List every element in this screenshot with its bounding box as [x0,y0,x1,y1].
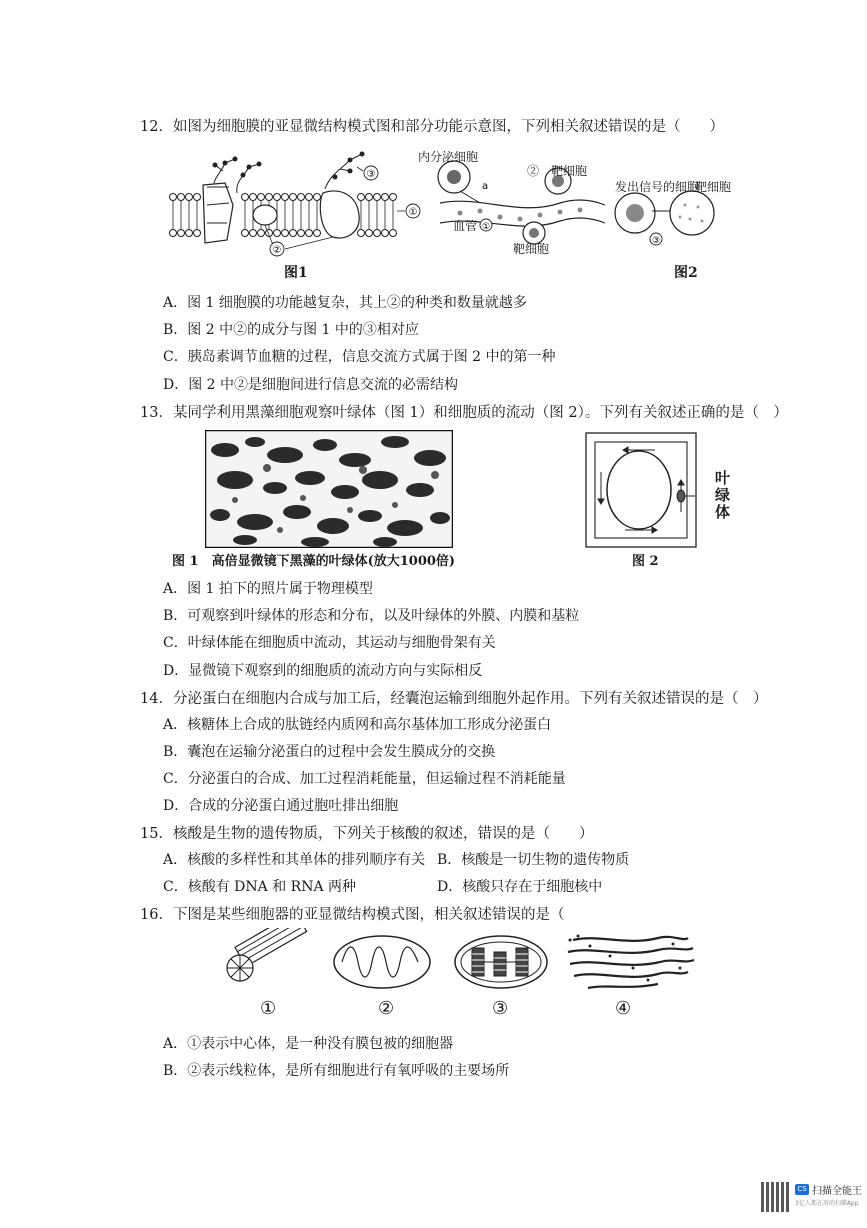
organelles-diagram [218,928,698,998]
fig1-label-2: ② [272,245,282,256]
q13-fig1-caption: 图 1 高倍显微镜下黑藻的叶绿体(放大1000倍) [172,554,456,569]
fig2-target-bottom-label: 靶细胞 [513,242,550,256]
fig1-label-1: ① [408,207,418,218]
fig2-label-3: ③ [651,236,661,246]
q15-option-c: C．核酸有 DNA 和 RNA 两种 [163,879,356,895]
q13-stem: 13．某同学利用黑藻细胞观察叶绿体（图 1）和细胞质的流动（图 2）。下列有关叙述正确的是（ ） [140,405,788,421]
membrane-diagram [165,145,430,257]
q15-stem: 15．核酸是生物的遗传物质，下列关于核酸的叙述，错误的是（ ） [140,826,594,842]
organelle-label-3: ③ [492,998,509,1019]
qr-code-icon [761,1182,791,1212]
q16-stem: 16．下图是某些细胞器的亚显微结构模式图，相关叙述错误的是（ [140,907,565,923]
q12-option-d: D．图 2 中②是细胞间进行信息交流的必需结构 [163,377,459,393]
fig2-endocrine-label: 内分泌细胞 [418,150,479,164]
q13-option-a: A．图 1 拍下的照片属于物理模型 [163,581,373,597]
q14-stem: 14．分泌蛋白在细胞内合成与加工后，经囊泡运输到细胞外起作用。下列有关叙述错误的是（ ） [140,691,768,707]
q13-option-b: B．可观察到叶绿体的形态和分布，以及叶绿体的外膜、内膜和基粒 [163,608,580,624]
fig2-target-right-label: 靶细胞 [695,180,732,194]
q13-option-c: C．叶绿体能在细胞质中流动，其运动与细胞骨架有关 [163,635,496,651]
chloroplast-micrograph [205,430,453,548]
q12-option-a: A．图 1 细胞膜的功能越复杂，其上②的种类和数量就越多 [163,295,527,311]
organelle-label-4: ④ [615,998,632,1019]
q12-option-b: B．图 2 中②的成分与图 1 中的③相对应 [163,322,419,338]
cytoplasm-flow-diagram [585,432,697,550]
q14-option-b: B．囊泡在运输分泌蛋白的过程中会发生膜成分的交换 [163,744,496,760]
q16-option-a: A．①表示中心体，是一种没有膜包被的细胞器 [163,1036,454,1052]
scanner-name: 扫描全能王 [812,1186,862,1197]
q14-option-a: A．核糖体上合成的肽链经内质网和高尔基体加工形成分泌蛋白 [163,717,552,733]
q13-fig2-caption: 图 2 [632,554,659,569]
q14-option-d: D．合成的分泌蛋白通过胞吐排出细胞 [163,798,399,814]
q13-option-d: D．显微镜下观察到的细胞质的流动方向与实际相反 [163,663,483,679]
q15-option-d: D．核酸只存在于细胞核中 [437,879,603,895]
camscanner-logo: CS [795,1184,809,1195]
fig1-label-3: ③ [366,169,376,180]
chloroplast-label: 叶绿体 [715,469,731,521]
q14-option-c: C．分泌蛋白的合成、加工过程消耗能量，但运输过程不消耗能量 [163,771,566,787]
q12-stem: 12．如图为细胞膜的亚显微结构模式图和部分功能示意图，下列相关叙述错误的是（ ） [140,119,724,135]
organelle-label-1: ① [260,998,277,1019]
q12-option-c: C．胰岛素调节血糖的过程，信息交流方式属于图 2 中的第一种 [163,349,556,365]
q15-option-a: A．核酸的多样性和其单体的排列顺序有关 [163,852,426,868]
q12-fig1-caption: 图1 [284,265,308,281]
q12-fig2-caption: 图2 [674,265,698,281]
organelle-label-2: ② [378,998,395,1019]
scanner-watermark [755,1176,867,1228]
q16-option-b: B．②表示线粒体，是所有细胞进行有氧呼吸的主要场所 [163,1063,510,1079]
fig2-label-a: a [482,181,489,192]
fig2-target-top-label: ② 靶细胞 [527,164,588,178]
fig2-signal-cell-label: 发出信号的细胞 [615,180,700,194]
q15-option-b: B．核酸是一切生物的遗传物质 [437,852,630,868]
fig2-label-1: ① [481,222,491,232]
centriole-drawing [227,928,307,981]
scanner-subtitle: 3亿人都在用的扫描App [795,1200,859,1207]
fig2-vessel-label: 血管 [453,219,478,233]
